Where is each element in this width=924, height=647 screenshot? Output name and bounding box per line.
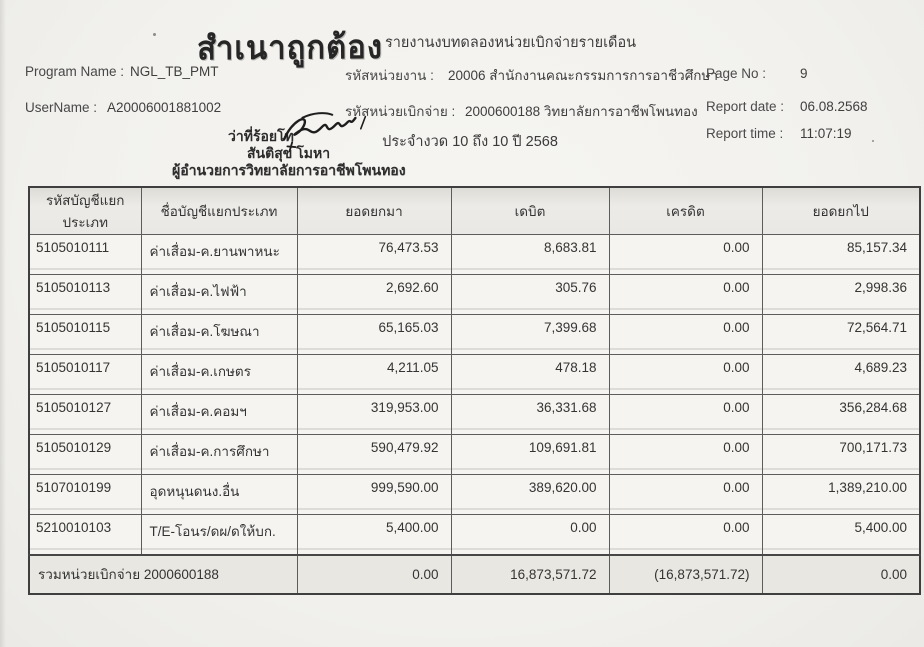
table-row <box>29 235 920 275</box>
cell-debit: 389,620.00 <box>451 475 609 515</box>
cell-account-name: อุดหนุนดนง.อื่น <box>141 475 297 515</box>
table-row <box>29 435 920 475</box>
cell-account-name: ค่าเสื่อม-ค.ไฟฟ้า <box>141 275 297 315</box>
cell-cf: 72,564.71 <box>762 315 920 355</box>
disbursement-unit-value: 2000600188 วิทยาลัยการอาชีพโพนทอง <box>465 104 698 119</box>
total-cf: 0.00 <box>762 555 920 594</box>
cell-account-code: 5105010111 <box>29 235 141 275</box>
cell-bf: 319,953.00 <box>297 395 451 435</box>
cell-debit: 0.00 <box>451 515 609 556</box>
cell-cf: 1,389,210.00 <box>762 475 920 515</box>
cell-account-code: 5105010115 <box>29 315 141 355</box>
total-credit: (16,873,571.72) <box>609 555 762 594</box>
cell-cf: 85,157.34 <box>762 235 920 275</box>
disbursement-unit-label: รหัสหน่วยเบิกจ่าย : <box>345 104 456 119</box>
program-name-value: NGL_TB_PMT <box>130 64 219 79</box>
cell-cf: 4,689.23 <box>762 355 920 395</box>
total-debit: 16,873,571.72 <box>451 555 609 594</box>
agency-label: รหัสหน่วยงาน : <box>345 68 434 83</box>
header-debit: เดบิต <box>451 187 609 235</box>
table-row <box>29 395 920 435</box>
cell-account-code: 5105010113 <box>29 275 141 315</box>
signatory-name: สันติสุข โมหา <box>247 145 331 161</box>
cell-account-name: ค่าเสื่อม-ค.เกษตร <box>141 355 297 395</box>
scan-edge-shadow <box>0 0 6 647</box>
table-header-row <box>29 187 920 235</box>
cell-credit: 0.00 <box>609 275 762 315</box>
table-total-row <box>29 555 920 594</box>
cell-bf: 999,590.00 <box>297 475 451 515</box>
table-row <box>29 355 920 395</box>
report-date-value: 06.08.2568 <box>800 99 868 114</box>
cell-cf: 356,284.68 <box>762 395 920 435</box>
cell-bf: 4,211.05 <box>297 355 451 395</box>
report-date-label: Report date : <box>706 99 785 114</box>
cell-debit: 109,691.81 <box>451 435 609 475</box>
cell-credit: 0.00 <box>609 475 762 515</box>
cell-bf: 5,400.00 <box>297 515 451 556</box>
cell-bf: 65,165.03 <box>297 315 451 355</box>
cell-cf: 700,171.73 <box>762 435 920 475</box>
header-balance-carried-forward: ยอดยกไป <box>762 187 920 235</box>
header-balance-brought-forward: ยอดยกมา <box>297 187 451 235</box>
cell-account-code: 5105010129 <box>29 435 141 475</box>
cell-bf: 2,692.60 <box>297 275 451 315</box>
cell-credit: 0.00 <box>609 315 762 355</box>
agency-value: 20006 สำนักงานคณะกรรมการการอาชีวศึกษา <box>448 68 718 83</box>
cell-bf: 590,479.92 <box>297 435 451 475</box>
header-account-code: รหัสบัญชีแยกประเภท <box>29 187 141 235</box>
signatory-position: ผู้อำนวยการวิทยาลัยการอาชีพโพนทอง <box>172 162 406 178</box>
cell-bf: 76,473.53 <box>297 235 451 275</box>
cell-account-name: ค่าเสื่อม-ค.คอมฯ <box>141 395 297 435</box>
cell-credit: 0.00 <box>609 235 762 275</box>
page-no-value: 9 <box>800 66 808 81</box>
report-title: รายงานงบทดลองหน่วยเบิกจ่ายรายเดือน <box>385 35 637 51</box>
total-label: รวมหน่วยเบิกจ่าย 2000600188 <box>29 555 297 594</box>
cell-debit: 478.18 <box>451 355 609 395</box>
table-row <box>29 515 920 556</box>
cell-account-code: 5105010117 <box>29 355 141 395</box>
program-name-label: Program Name : <box>25 64 125 79</box>
cell-credit: 0.00 <box>609 435 762 475</box>
cell-credit: 0.00 <box>609 395 762 435</box>
username-value: A20006001881002 <box>107 100 222 115</box>
cell-cf: 5,400.00 <box>762 515 920 556</box>
table-row <box>29 475 920 515</box>
cell-debit: 36,331.68 <box>451 395 609 435</box>
report-time-label: Report time : <box>706 126 784 141</box>
cell-debit: 8,683.81 <box>451 235 609 275</box>
cell-debit: 7,399.68 <box>451 315 609 355</box>
total-bf: 0.00 <box>297 555 451 594</box>
period-text: ประจำงวด 10 ถึง 10 ปี 2568 <box>382 134 558 150</box>
header-credit: เครดิต <box>609 187 762 235</box>
cell-credit: 0.00 <box>609 355 762 395</box>
cell-account-name: ค่าเสื่อม-ค.โฆษณา <box>141 315 297 355</box>
cell-debit: 305.76 <box>451 275 609 315</box>
cell-account-name: ค่าเสื่อม-ค.ยานพาหนะ <box>141 235 297 275</box>
table-row <box>29 275 920 315</box>
signatory-rank: ว่าที่ร้อยโท <box>228 128 294 144</box>
page-no-label: Page No : <box>706 66 767 81</box>
table-row <box>29 315 920 355</box>
cell-account-code: 5210010103 <box>29 515 141 556</box>
cell-account-code: 5107010199 <box>29 475 141 515</box>
scan-artifact-dot <box>872 140 874 142</box>
cell-account-name: T/E-โอนร/ดผ/ดให้บก. <box>141 515 297 556</box>
certified-copy-stamp: สำเนาถูกต้อง <box>196 28 384 67</box>
cell-cf: 2,998.36 <box>762 275 920 315</box>
header-account-name: ชื่อบัญชีแยกประเภท <box>141 187 297 235</box>
scan-artifact-dot <box>153 33 156 36</box>
trial-balance-table <box>28 186 921 595</box>
cell-credit: 0.00 <box>609 515 762 556</box>
report-time-value: 11:07:19 <box>800 126 852 141</box>
cell-account-name: ค่าเสื่อม-ค.การศึกษา <box>141 435 297 475</box>
username-label: UserName : <box>25 100 98 115</box>
cell-account-code: 5105010127 <box>29 395 141 435</box>
